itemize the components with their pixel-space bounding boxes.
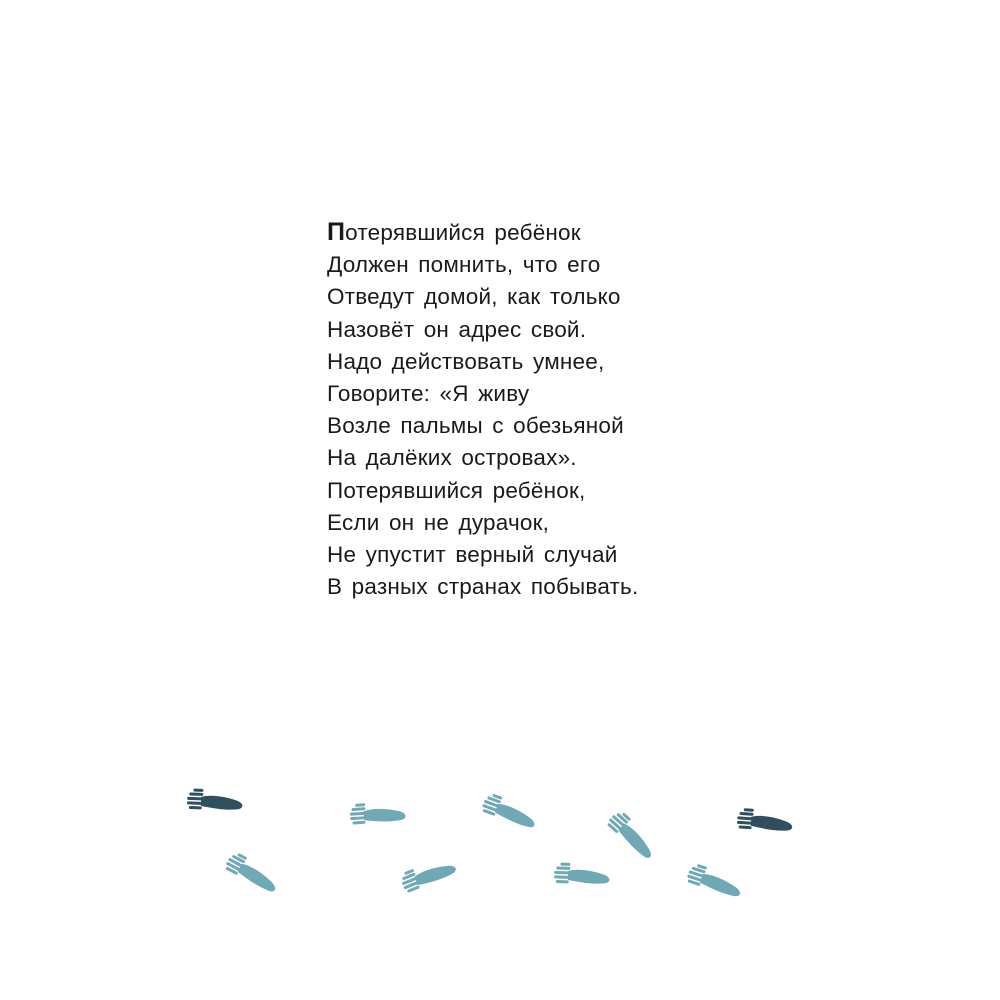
footprint-4 bbox=[398, 854, 457, 894]
poem-line-3: Отведут домой, как только bbox=[327, 284, 621, 310]
first-line-text: отерявшийся ребёнок bbox=[345, 220, 581, 245]
poem-line-1 bbox=[327, 216, 747, 249]
footprint-5 bbox=[481, 792, 540, 830]
footprint-3 bbox=[349, 800, 406, 824]
poem-line-10: Если он не дурачок, bbox=[327, 509, 550, 535]
footprint-6 bbox=[554, 862, 610, 884]
footprint-8 bbox=[686, 862, 745, 899]
poem-line-12: В разных странах побывать. bbox=[327, 574, 639, 600]
poem-line-11: Не упустит верный случай bbox=[327, 542, 618, 568]
poem-line-8: На далёких островах». bbox=[327, 445, 577, 471]
footprint-7 bbox=[606, 808, 661, 860]
drop-cap: П bbox=[327, 218, 346, 246]
poem bbox=[327, 216, 747, 603]
poem-line-2: Должен помнить, что его bbox=[327, 252, 601, 278]
footprint-9 bbox=[737, 808, 794, 832]
poem-line-6: Говорите: «Я живу bbox=[327, 381, 530, 407]
poem-line-5: Надо действовать умнее, bbox=[327, 348, 605, 374]
poem-line-9: Потерявшийся ребёнок, bbox=[327, 477, 586, 503]
footprint-2 bbox=[224, 850, 283, 894]
poem-line-4: Назовёт он адрес свой. bbox=[327, 316, 587, 342]
poem-line-7: Возле пальмы с обезьяной bbox=[327, 413, 624, 439]
footprint-1 bbox=[187, 788, 243, 810]
